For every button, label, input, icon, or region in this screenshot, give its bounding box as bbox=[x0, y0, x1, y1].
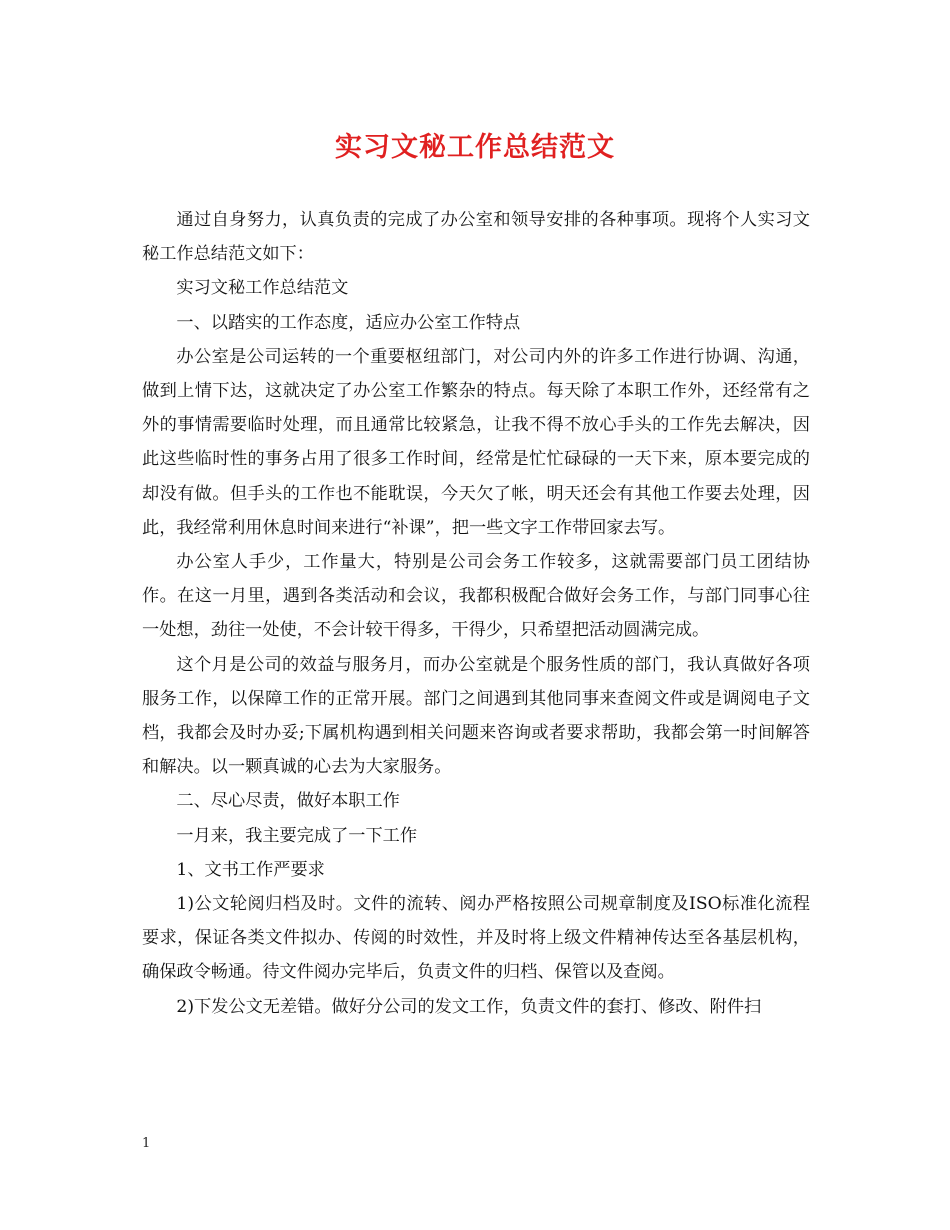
section-heading-1: 一、以踏实的工作态度，适应办公室工作特点 bbox=[176, 312, 521, 333]
paragraph: 这个月是公司的效益与服务月，而办公室就是个服务性质的部门，我认真做好各项服务工作，以保障工作的正常开展。部门之间遇到其他同事来查阅文件或是调阅电子文档，我都会及时办妥;下属机构遇到相关问题来咨询或者要求帮助，我都会第一时间解答和解决。以一颗真诚的心去为大家服务。 bbox=[142, 654, 810, 778]
subsection-heading: 1、文书工作严要求 bbox=[176, 859, 325, 880]
page-number: 1 bbox=[142, 1136, 151, 1151]
paragraph-subtitle: 实习文秘工作总结范文 bbox=[176, 278, 349, 299]
list-item: 1)公文轮阅归档及时。文件的流转、阅办严格按照公司规章制度及ISO标准化流程要求，保证各类文件拟办、传阅的时效性，并及时将上级文件精神传达至各基层机构，确保政令畅通。待文件阅办完毕后，负责文件的归档、保管以及查阅。 bbox=[142, 894, 810, 983]
document-body bbox=[142, 203, 810, 1024]
paragraph-intro: 通过自身努力，认真负责的完成了办公室和领导安排的各种事项。现将个人实习文秘工作总结范文如下： bbox=[142, 210, 810, 265]
paragraph: 办公室是公司运转的一个重要枢纽部门，对公司内外的许多工作进行协调、沟通，做到上情下达，这就决定了办公室工作繁杂的特点。每天除了本职工作外，还经常有之外的事情需要临时处理，而且通常比较紧急，让我不得不放心手头的工作先去解决，因此这些临时性的事务占用了很多工作时间，经常是忙忙碌碌的一天下来，原本要完成的却没有做。但手头的工作也不能耽误，今天欠了帐，明天还会有其他工作要去处理，因此，我经常利用休息时间来进行“补课”，把一些文字工作带回家去写。 bbox=[142, 346, 810, 538]
list-item: 2)下发公文无差错。做好分公司的发文工作，负责文件的套打、修改、附件扫 bbox=[176, 996, 762, 1017]
paragraph: 办公室人手少，工作量大，特别是公司会务工作较多，这就需要部门员工团结协作。在这一月里，遇到各类活动和会议，我都积极配合做好会务工作，与部门同事心往一处想，劲往一处使，不会计较干得多，干得少，只希望把活动圆满完成。 bbox=[142, 552, 810, 641]
document-title: 实习文秘工作总结范文 bbox=[335, 132, 615, 163]
section-heading-2: 二、尽心尽责，做好本职工作 bbox=[176, 791, 400, 812]
paragraph: 一月来，我主要完成了一下工作 bbox=[176, 825, 418, 846]
